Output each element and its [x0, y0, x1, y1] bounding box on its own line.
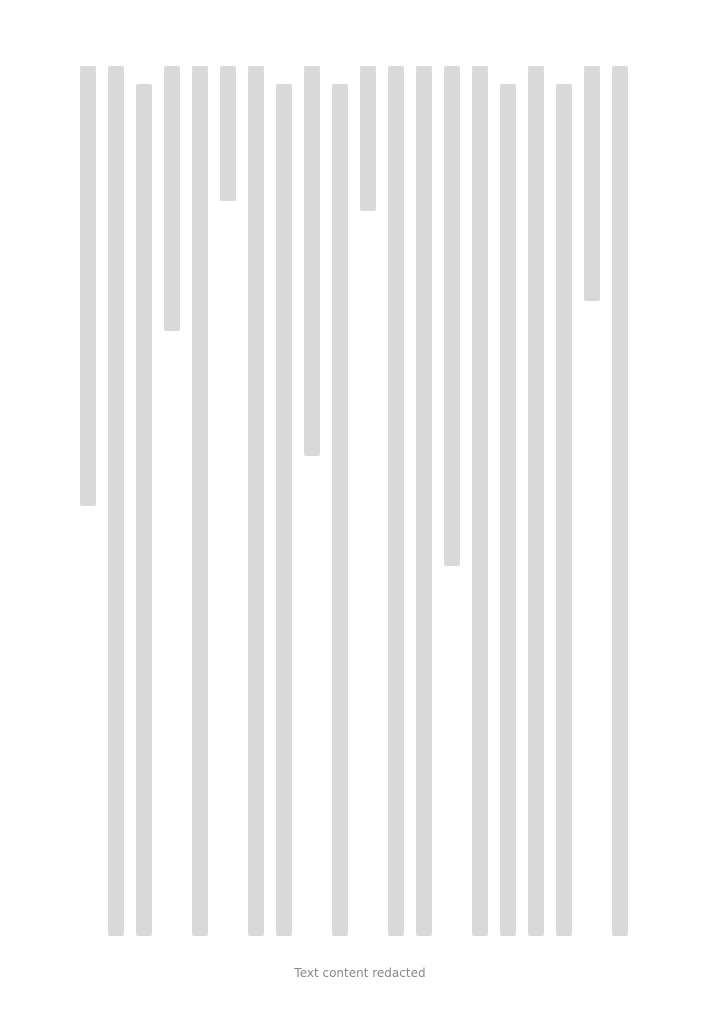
redacted-line	[528, 66, 544, 936]
redacted-line	[556, 84, 572, 936]
text-column	[186, 66, 214, 941]
text-column	[130, 66, 158, 941]
redacted-line	[164, 66, 180, 331]
text-column	[494, 66, 522, 941]
text-column	[354, 66, 382, 941]
text-column	[326, 66, 354, 941]
redacted-line	[388, 66, 404, 936]
redacted-line	[220, 66, 236, 201]
redacted-line	[192, 66, 208, 936]
text-column	[550, 66, 578, 941]
text-column	[382, 66, 410, 941]
text-column	[522, 66, 550, 941]
redacted-line	[416, 66, 432, 936]
text-column	[606, 66, 634, 941]
redacted-line	[80, 66, 96, 506]
redacted-line	[444, 66, 460, 566]
redacted-line	[108, 66, 124, 936]
vertical-text-block	[74, 66, 634, 941]
text-column	[298, 66, 326, 941]
text-column	[242, 66, 270, 941]
text-column	[158, 66, 186, 941]
text-column	[438, 66, 466, 941]
text-column	[270, 66, 298, 941]
text-column	[410, 66, 438, 941]
text-column	[74, 66, 102, 941]
redacted-line	[276, 84, 292, 936]
redacted-line	[584, 66, 600, 301]
redacted-line	[332, 84, 348, 936]
redacted-line	[248, 66, 264, 936]
redacted-line	[304, 66, 320, 456]
redacted-line	[472, 66, 488, 936]
text-column	[214, 66, 242, 941]
text-column	[102, 66, 130, 941]
redaction-notice: Text content redacted	[294, 966, 426, 980]
text-column	[578, 66, 606, 941]
redacted-line	[612, 66, 628, 936]
redacted-line	[136, 84, 152, 936]
redacted-line	[360, 66, 376, 211]
redacted-line	[500, 84, 516, 936]
text-column	[466, 66, 494, 941]
